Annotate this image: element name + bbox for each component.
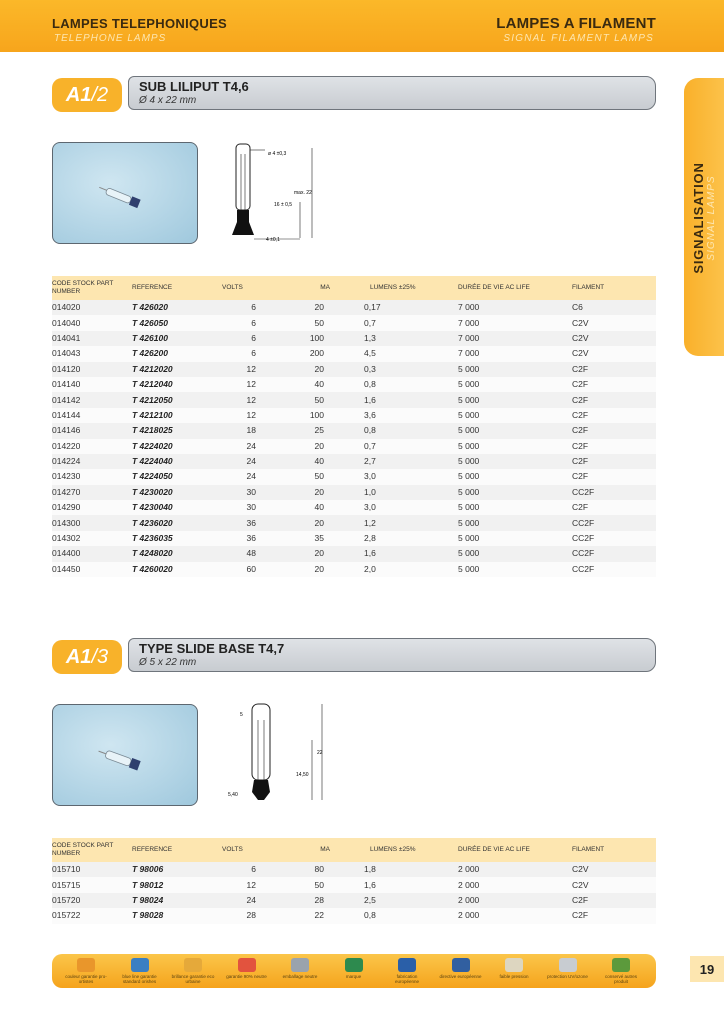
drawing-label: 16 ± 0,5 [274, 202, 293, 208]
cell-ma: 40 [278, 377, 344, 392]
page-number: 19 [690, 956, 724, 982]
table-row [52, 423, 656, 438]
lamp-image [53, 143, 197, 243]
directive-icon [452, 958, 470, 972]
cell-reference: T 4224050 [132, 469, 222, 484]
section-code-prefix: A1 [65, 83, 92, 106]
cell-filament: C2F [544, 500, 656, 515]
cell-filament: CC2F [544, 562, 656, 577]
cell-life: 5 000 [416, 377, 544, 392]
cell-reference: T 4212100 [132, 408, 222, 423]
cell-reference: T 98006 [132, 862, 222, 877]
drawing-label: ø 4 ±0,3 [268, 151, 287, 157]
section-code-suffix: /2 [91, 83, 109, 106]
feature-icon-label: protection UV/ozone [547, 974, 588, 979]
cell-volts: 6 [222, 300, 278, 315]
section-code-prefix: A1 [65, 645, 92, 668]
cell-part-number: 014140 [52, 377, 132, 392]
cell-life: 7 000 [416, 315, 544, 330]
section-code-suffix: /3 [91, 645, 109, 668]
table-row [52, 500, 656, 515]
cell-lumens: 4,5 [344, 346, 416, 361]
protection-icon [559, 958, 577, 972]
table-row [52, 362, 656, 377]
feature-icons-band [52, 954, 656, 988]
cell-filament: C2F [544, 439, 656, 454]
cell-life: 5 000 [416, 439, 544, 454]
color-icon [77, 958, 95, 972]
cell-lumens: 0,8 [344, 908, 416, 923]
section-dimension: Ø 4 x 22 mm [139, 95, 197, 106]
cell-part-number: 014146 [52, 423, 132, 438]
cell-lumens: 2,0 [344, 562, 416, 577]
feature-icon-label: conservé autres produit [604, 974, 638, 984]
column-header: DURÉE DE VIE AC LIFE [416, 276, 544, 300]
table-row [52, 377, 656, 392]
cell-reference: T 4218025 [132, 423, 222, 438]
cell-filament: C2F [544, 908, 656, 923]
cell-part-number: 014450 [52, 562, 132, 577]
cell-reference: T 4236020 [132, 515, 222, 530]
cell-reference: T 4236035 [132, 531, 222, 546]
cell-filament: C2F [544, 454, 656, 469]
cell-volts: 36 [222, 531, 278, 546]
drawing-label: 4 ±0,1 [266, 237, 280, 243]
cell-reference: T 98012 [132, 877, 222, 892]
cell-life: 5 000 [416, 485, 544, 500]
table-row [52, 877, 656, 892]
feature-icon-label: faible pression [499, 974, 529, 979]
cell-ma: 35 [278, 531, 344, 546]
feature-icon-label: brillance garantie eco urbaine [171, 974, 215, 984]
drawing-label: max. 22 [294, 190, 312, 196]
column-header: FILAMENT [544, 838, 656, 862]
cell-lumens: 3,0 [344, 500, 416, 515]
table-row [52, 392, 656, 407]
led-icon [238, 958, 256, 972]
cell-part-number: 014230 [52, 469, 132, 484]
cell-ma: 100 [278, 408, 344, 423]
cell-part-number: 015722 [52, 908, 132, 923]
cell-volts: 48 [222, 546, 278, 561]
column-header: MA [278, 838, 344, 862]
drawing-label: 14,50 [296, 772, 309, 778]
cell-life: 2 000 [416, 908, 544, 923]
cell-ma: 25 [278, 423, 344, 438]
cell-part-number: 014120 [52, 362, 132, 377]
cell-reference: T 426020 [132, 300, 222, 315]
table-row [52, 408, 656, 423]
column-header: LUMENS ±25% [344, 838, 416, 862]
cell-part-number: 014290 [52, 500, 132, 515]
cell-volts: 30 [222, 500, 278, 515]
section-code-badge [52, 640, 122, 674]
conform-icon [612, 958, 630, 972]
table-row [52, 862, 656, 877]
cell-reference: T 4224040 [132, 454, 222, 469]
cell-filament: CC2F [544, 515, 656, 530]
technical-drawing [210, 140, 330, 250]
cell-lumens: 3,6 [344, 408, 416, 423]
cell-filament: CC2F [544, 531, 656, 546]
feature-icon-label: blue line garantie standard orishes [122, 974, 157, 984]
table-body [52, 300, 656, 577]
header-left-title: LAMPES TELEPHONIQUES [52, 16, 228, 31]
cell-life: 5 000 [416, 546, 544, 561]
cell-life: 2 000 [416, 893, 544, 908]
cell-lumens: 2,5 [344, 893, 416, 908]
packaging-icon [291, 958, 309, 972]
cell-lumens: 0,7 [344, 439, 416, 454]
cell-part-number: 014220 [52, 439, 132, 454]
cell-lumens: 0,7 [344, 315, 416, 330]
feature-icon-label: directive européenne [439, 974, 482, 979]
cell-volts: 6 [222, 862, 278, 877]
side-tab-title: SIGNALISATION [691, 162, 706, 274]
cell-ma: 80 [278, 862, 344, 877]
cell-lumens: 2,7 [344, 454, 416, 469]
cell-filament: C2F [544, 893, 656, 908]
drawing-label: 5 [240, 712, 243, 718]
cell-filament: C2V [544, 315, 656, 330]
cell-lumens: 0,3 [344, 362, 416, 377]
cell-volts: 12 [222, 362, 278, 377]
section-title-bar [128, 76, 656, 110]
cell-life: 7 000 [416, 300, 544, 315]
cell-reference: T 426050 [132, 315, 222, 330]
table-body [52, 862, 656, 924]
table-row [52, 439, 656, 454]
column-header: CODE STOCK PART NUMBER [52, 838, 132, 862]
cell-volts: 6 [222, 315, 278, 330]
column-header: MA [278, 276, 344, 300]
feature-icon-label: marque [345, 974, 362, 979]
product-photo [52, 142, 198, 244]
cell-life: 5 000 [416, 500, 544, 515]
cell-volts: 60 [222, 562, 278, 577]
cell-reference: T 4224020 [132, 439, 222, 454]
cell-part-number: 014302 [52, 531, 132, 546]
cell-reference: T 426100 [132, 331, 222, 346]
cell-filament: C6 [544, 300, 656, 315]
cell-part-number: 014400 [52, 546, 132, 561]
cell-part-number: 014142 [52, 392, 132, 407]
cell-lumens: 1,8 [344, 862, 416, 877]
cell-part-number: 014300 [52, 515, 132, 530]
cell-volts: 6 [222, 346, 278, 361]
cell-volts: 6 [222, 331, 278, 346]
cell-ma: 20 [278, 515, 344, 530]
cell-life: 5 000 [416, 423, 544, 438]
cell-lumens: 1,2 [344, 515, 416, 530]
cell-lumens: 1,6 [344, 877, 416, 892]
cell-reference: T 98028 [132, 908, 222, 923]
cell-volts: 24 [222, 439, 278, 454]
cell-volts: 30 [222, 485, 278, 500]
cell-reference: T 4248020 [132, 546, 222, 561]
cell-part-number: 014270 [52, 485, 132, 500]
table-row [52, 485, 656, 500]
cell-filament: C2V [544, 877, 656, 892]
cell-volts: 24 [222, 893, 278, 908]
cell-volts: 24 [222, 454, 278, 469]
cell-ma: 20 [278, 300, 344, 315]
cell-part-number: 014043 [52, 346, 132, 361]
section-title: TYPE SLIDE BASE T4,7 [139, 641, 285, 656]
cell-reference: T 4212040 [132, 377, 222, 392]
cell-ma: 22 [278, 908, 344, 923]
lamp-image [53, 705, 197, 805]
cell-ma: 20 [278, 546, 344, 561]
cell-ma: 50 [278, 315, 344, 330]
column-header: FILAMENT [544, 276, 656, 300]
table-row [52, 531, 656, 546]
cell-life: 5 000 [416, 408, 544, 423]
cell-ma: 20 [278, 439, 344, 454]
table-row [52, 300, 656, 315]
cell-filament: C2F [544, 377, 656, 392]
cell-reference: T 4212020 [132, 362, 222, 377]
cell-filament: C2F [544, 423, 656, 438]
cell-lumens: 1,3 [344, 331, 416, 346]
cell-ma: 50 [278, 392, 344, 407]
cell-lumens: 2,8 [344, 531, 416, 546]
table-row [52, 893, 656, 908]
cell-reference: T 4260020 [132, 562, 222, 577]
cell-life: 5 000 [416, 454, 544, 469]
column-header: REFERENCE [132, 276, 222, 300]
cell-volts: 18 [222, 423, 278, 438]
cell-ma: 100 [278, 331, 344, 346]
cell-volts: 12 [222, 392, 278, 407]
table-row [52, 315, 656, 330]
cell-lumens: 1,6 [344, 392, 416, 407]
cell-life: 5 000 [416, 392, 544, 407]
cell-life: 2 000 [416, 877, 544, 892]
cell-reference: T 426200 [132, 346, 222, 361]
cell-ma: 200 [278, 346, 344, 361]
cell-lumens: 3,0 [344, 469, 416, 484]
product-photo [52, 704, 198, 806]
cell-part-number: 014040 [52, 315, 132, 330]
cell-lumens: 0,8 [344, 423, 416, 438]
cell-filament: C2F [544, 469, 656, 484]
cell-filament: C2F [544, 408, 656, 423]
feature-icon-label: garantie 90% neutre [226, 974, 267, 979]
cell-part-number: 015720 [52, 893, 132, 908]
feature-icon-label: couleur garantie pro-ortistes [65, 974, 107, 984]
cell-reference: T 4230040 [132, 500, 222, 515]
section-title-bar [128, 638, 656, 672]
brand-icon [345, 958, 363, 972]
technical-drawing [222, 700, 332, 810]
cell-filament: C2V [544, 862, 656, 877]
table-row [52, 454, 656, 469]
product-table [52, 276, 656, 577]
cell-part-number: 014144 [52, 408, 132, 423]
cell-filament: C2F [544, 362, 656, 377]
side-tab-subtitle: SIGNAL LAMPS [706, 175, 717, 261]
column-header: VOLTS [222, 838, 278, 862]
cell-life: 7 000 [416, 331, 544, 346]
product-table [52, 838, 656, 924]
cell-ma: 50 [278, 469, 344, 484]
header-left-subtitle: TELEPHONE LAMPS [54, 33, 167, 44]
table-row [52, 515, 656, 530]
cell-volts: 12 [222, 377, 278, 392]
cell-life: 2 000 [416, 862, 544, 877]
cell-lumens: 0,8 [344, 377, 416, 392]
drawing-label: 22 [317, 750, 323, 756]
cell-filament: CC2F [544, 546, 656, 561]
cell-life: 5 000 [416, 469, 544, 484]
cell-reference: T 4230020 [132, 485, 222, 500]
cell-lumens: 0,17 [344, 300, 416, 315]
table-row [52, 562, 656, 577]
cell-volts: 24 [222, 469, 278, 484]
table-row [52, 331, 656, 346]
cell-ma: 50 [278, 877, 344, 892]
cell-life: 5 000 [416, 531, 544, 546]
header-right-subtitle: SIGNAL FILAMENT LAMPS [503, 33, 654, 44]
cell-filament: CC2F [544, 485, 656, 500]
column-header: REFERENCE [132, 838, 222, 862]
cell-life: 5 000 [416, 515, 544, 530]
cell-ma: 40 [278, 454, 344, 469]
column-header: LUMENS ±25% [344, 276, 416, 300]
cell-filament: C2V [544, 331, 656, 346]
drawing-label: 5,40 [228, 792, 238, 798]
cell-volts: 28 [222, 908, 278, 923]
table-row [52, 469, 656, 484]
table-row [52, 546, 656, 561]
feature-icon-label: emballage neutre [282, 974, 318, 979]
side-tab[interactable] [684, 78, 724, 356]
cell-filament: C2V [544, 346, 656, 361]
cell-lumens: 1,6 [344, 546, 416, 561]
column-header: VOLTS [222, 276, 278, 300]
cell-part-number: 015715 [52, 877, 132, 892]
section-dimension: Ø 5 x 22 mm [139, 657, 197, 668]
cell-ma: 28 [278, 893, 344, 908]
table-row [52, 908, 656, 923]
cell-volts: 12 [222, 408, 278, 423]
column-header: CODE STOCK PART NUMBER [52, 276, 132, 300]
cell-part-number: 015710 [52, 862, 132, 877]
cell-volts: 36 [222, 515, 278, 530]
cell-reference: T 98024 [132, 893, 222, 908]
cell-ma: 20 [278, 362, 344, 377]
cell-life: 7 000 [416, 346, 544, 361]
feature-icon-label: fabrication européenne [394, 974, 420, 984]
column-header: DURÉE DE VIE AC LIFE [416, 838, 544, 862]
brilliance-icon [184, 958, 202, 972]
cell-ma: 20 [278, 485, 344, 500]
cell-life: 5 000 [416, 562, 544, 577]
cell-ma: 20 [278, 562, 344, 577]
cell-life: 5 000 [416, 362, 544, 377]
cell-reference: T 4212050 [132, 392, 222, 407]
cell-part-number: 014041 [52, 331, 132, 346]
header-right-title: LAMPES A FILAMENT [496, 15, 656, 32]
blue-light-icon [131, 958, 149, 972]
cell-ma: 40 [278, 500, 344, 515]
cell-part-number: 014224 [52, 454, 132, 469]
european-icon [398, 958, 416, 972]
lead-icon [505, 958, 523, 972]
section-title: SUB LILIPUT T4,6 [139, 79, 249, 94]
section-code-badge [52, 78, 122, 112]
cell-volts: 12 [222, 877, 278, 892]
cell-filament: C2F [544, 392, 656, 407]
cell-part-number: 014020 [52, 300, 132, 315]
table-row [52, 346, 656, 361]
cell-lumens: 1,0 [344, 485, 416, 500]
